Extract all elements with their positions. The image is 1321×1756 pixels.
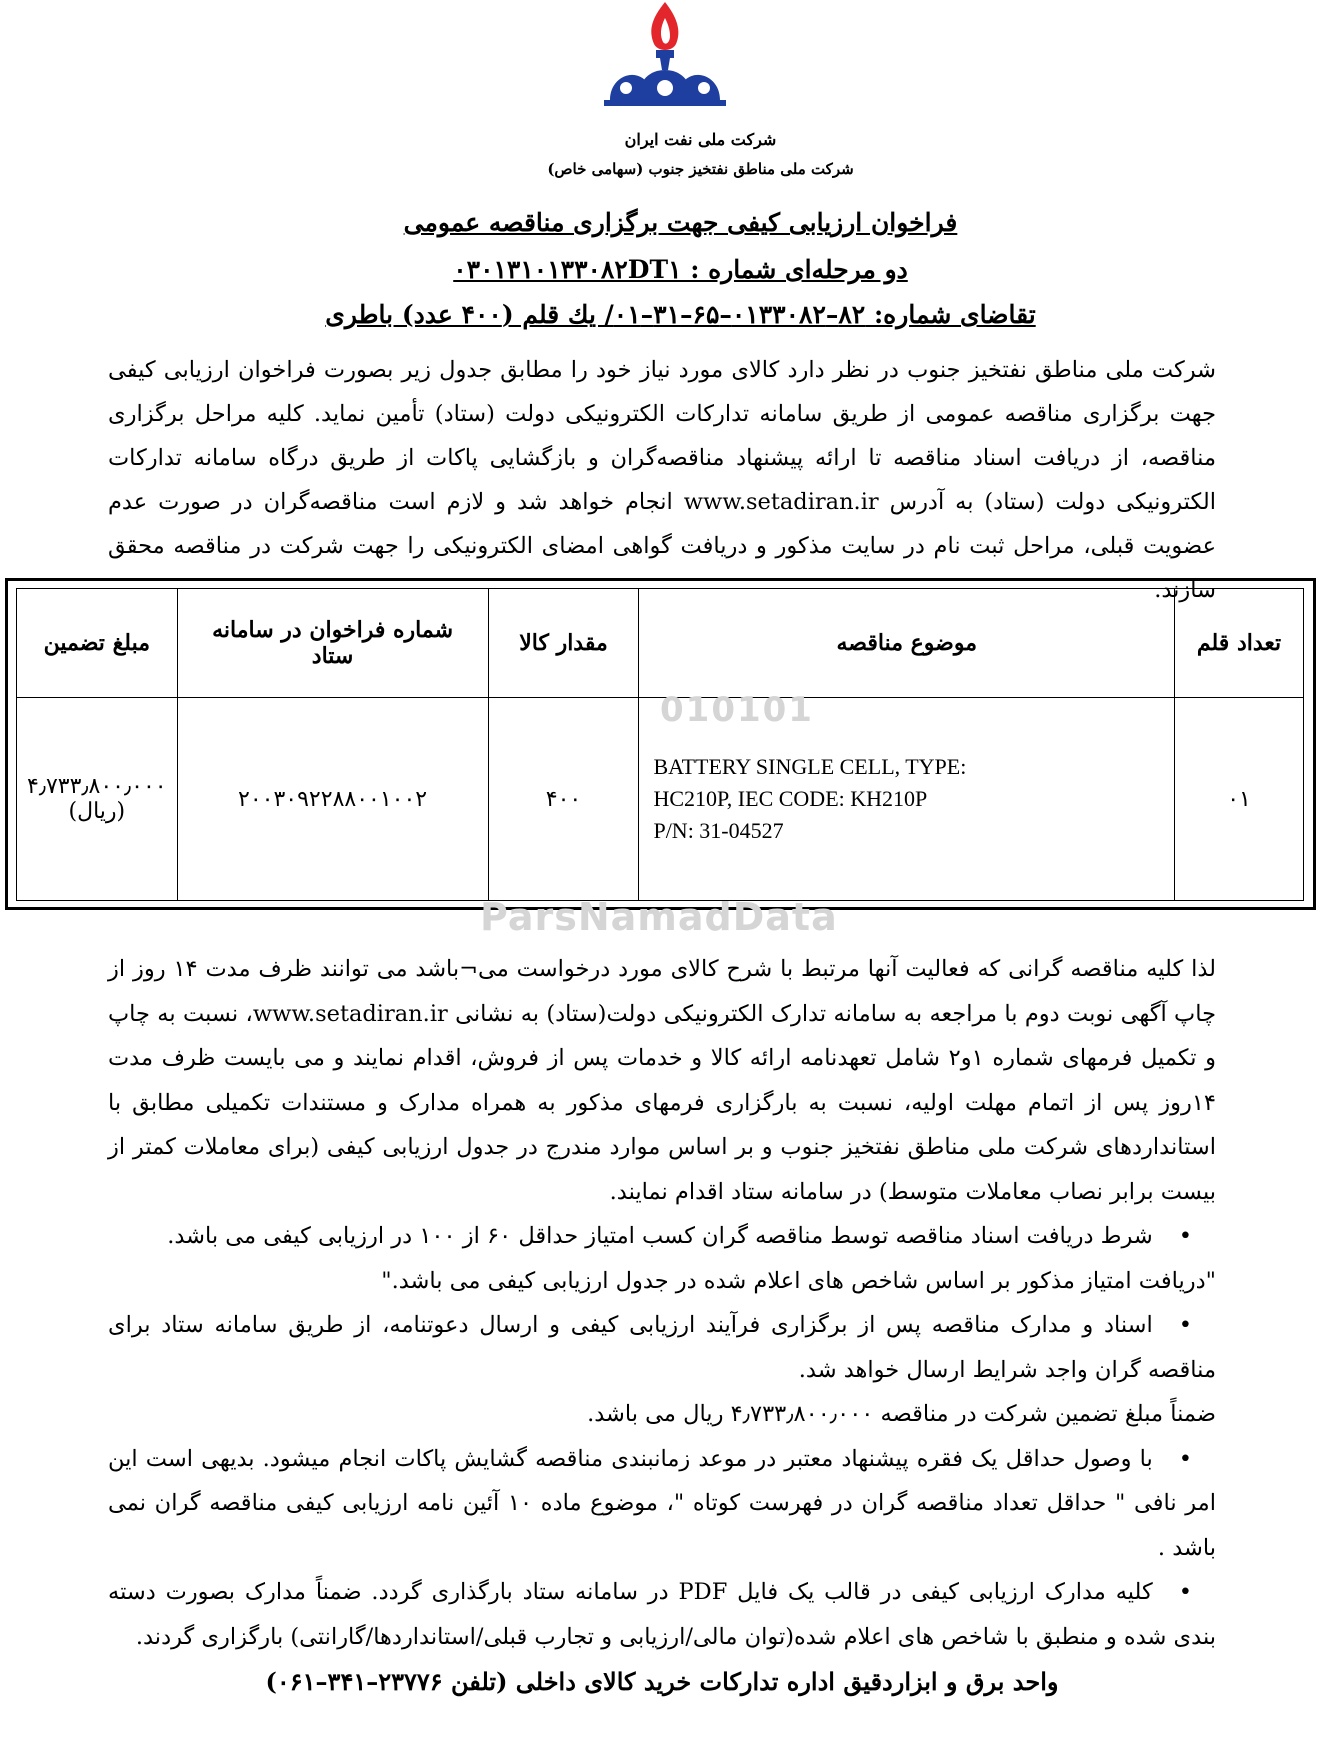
notice-title: فراخوان ارزیابی کیفی جهت برگزاری مناقصه عمومی [403,208,958,237]
header-guarantee: مبلغ تضمین [17,589,178,698]
bullet-item: •اسناد و مدارک مناقصه پس از برگزاری فرآیند ارزیابی کیفی و ارسال دعوتنامه، از طریق سامانه ستاد برای مناقصه گران واجد شرایط ارسال خواهد شد. [108,1312,1216,1383]
subject-line: HC210P, IEC CODE: KH210P [653,786,928,811]
bullet-item: •کلیه مدارک ارزیابی کیفی در قالب یک فایل PDF در سامانه ستاد بارگذاری گردد. ضمناً مدارک بصورت دسته بندی شده و منطبق با شاخص های اعلام شده(توان مالی/ارزیابی و تجارب قبلی/استانداردها/گارانتی) بارگزاری گردند. [108,1579,1216,1650]
header-subject: موضوع مناقصه [639,589,1175,698]
bullet-continuation: "دریافت امتیاز مذکور بر اساس شاخص های اعلام شده در جدول ارزیابی کیفی می باشد." [381,1267,1216,1294]
guarantee-line: ضمناً مبلغ تضمین شرکت در مناقصه ۴٫۷۳۳٫۸۰۰٫۰۰۰ ریال می باشد. [587,1401,1216,1427]
tender-number: دو مرحله‌ای شماره : ۰۳۰۱۳۱۰۱۳۳۰۸۲DT۱ [453,255,908,284]
bullet-dot-icon: • [1178,1445,1192,1472]
tender-table-frame [5,578,1316,910]
intro-paragraph: شرکت ملی مناطق نفتخیز جنوب در نظر دارد کالای مورد نیاز خود را مطابق جدول زیر بصورت فراخوان ارزیابی کیفی جهت برگزاری مناقصه عمومی از طریق سامانه تدارکات الکترونیکی دولت (ستاد) تأمین نماید. کلیه مراحل برگزاری مناقصه، از دریافت اسناد مناقصه تا ارائه پیشنهاد مناقصه‌گران و بازگشایی پاکات از طریق درگاه سامانه تدارکات الکترونیکی دولت (ستاد) به آدرس www.setadiran.ir انجام خواهد شد و لازم است مناقصه‌گران در صورت عدم عضویت قبلی، مراحل ثبت نام در سایت مذکور و دریافت گواهی امضای الکترونیکی را جهت شرکت در مناقصه محقق سازند. [108,357,1216,603]
guarantee-unit: (ریال) [68,799,126,824]
contact-footer: واحد برق و ابزاردقیق اداره تدارکات خرید کالای داخلی (تلفن ۲۳۷۷۶–۳۴۱–۰۶۱) [265,1667,1059,1696]
watermark-number: 010101 [660,690,814,730]
subject-line: P/N: 31-04527 [653,818,784,843]
bullet-dot-icon: • [1178,1312,1192,1338]
notice-body [108,947,1216,1659]
table-header-row [17,589,1304,698]
tender-table [16,588,1304,901]
company-name: شرکت ملی نفت ایران [624,130,777,149]
subject-line: BATTERY SINGLE CELL, TYPE: [653,754,967,779]
cell-number: ۲۰۰۳۰۹۲۲۸۸۰۰۱۰۰۲ [177,698,488,901]
body-paragraph: لذا کلیه مناقصه گرانی که فعالیت آنها مرتبط با شرح کالای مورد درخواست می¬باشد می توانند ظرف مدت ۱۴ روز از چاپ آگهی نوبت دوم با مراجعه به سامانه تدارک الکترونیکی دولت(ستاد) به نشانی www.setadiran.ir، نسبت به چاپ و تکمیل فرمهای شماره ۱و۲ شامل تعهدنامه ارائه کالا و خدمات پس از فروش، اقدام نمایند و می بایست ظرف مدت ۱۴روز پس از اتمام مهلت اولیه، نسبت به بارگزاری فرمهای مذکور به همراه مدارک و مستندات تکمیلی مطابق با استانداردهای شرکت ملی مناطق نفتخیز جنوب و بر اساس موارد مندرج در جدول ارزیابی کیفی (برای معاملات کمتر از بیست برابر نصاب معاملات متوسط) در سامانه ستاد اقدام نمایند. [108,956,1217,1205]
bullet-item: •شرط دریافت اسناد مناقصه توسط مناقصه گران کسب امتیاز حداقل ۶۰ از ۱۰۰ در ارزیابی کیفی می باشد. [167,1223,1192,1249]
header-quantity: مقدار کالا [488,589,639,698]
table-row [17,698,1304,901]
guarantee-amount: ۴٫۷۳۳٫۸۰۰٫۰۰۰ [27,774,167,799]
bullet-dot-icon: • [1178,1579,1192,1605]
nioc-logo [590,0,740,115]
header-count: تعداد قلم [1175,589,1304,698]
request-number: تقاضای شماره: ۸۲–۰۱۳۳۰۸۲–۶۵–۳۱–۰۱/ یك قلم (۴۰۰ عدد) باطری [325,300,1036,329]
watermark-name: ParsNamadData [480,895,838,939]
cell-guarantee [17,698,178,901]
cell-quantity: ۴۰۰ [488,698,639,901]
cell-subject [639,698,1175,901]
bullet-item: •با وصول حداقل یک فقره پیشنهاد معتبر در موعد زمانبندی مناقصه گشایش پاکات انجام میشود. بدیهی است این امر نافی " حداقل تعداد مناقصه گران در فهرست کوتاه "، موضوع ماده ۱۰ آئین نامه ارزیابی کیفی مناقصه گران نمی باشد . [108,1445,1216,1561]
bullet-dot-icon: • [1178,1223,1192,1249]
cell-count: ۰۱ [1175,698,1304,901]
header-number: شماره فراخوان در سامانه ستاد [177,589,488,698]
subsidiary-name: شرکت ملی مناطق نفتخیز جنوب (سهامی خاص) [547,160,854,178]
